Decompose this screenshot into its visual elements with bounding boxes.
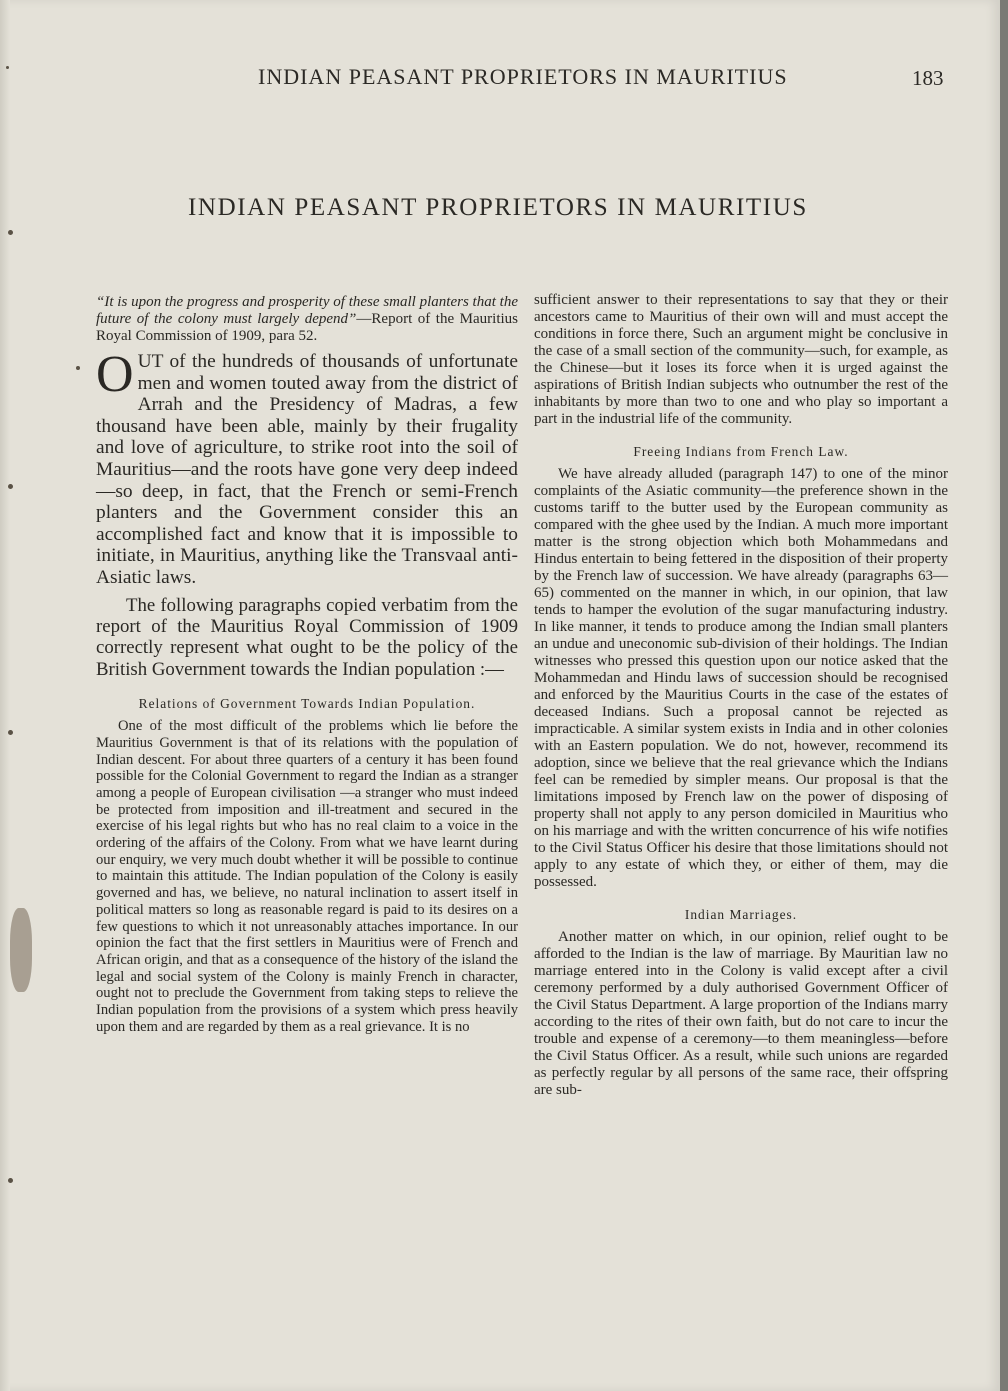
section-heading-marriages: Indian Marriages. bbox=[684, 907, 798, 922]
epigraph-attribution: —Report of the Mauritius Royal Commission of 1909, para 52. bbox=[96, 311, 518, 344]
left-column bbox=[96, 292, 518, 1036]
binding-mark bbox=[8, 230, 13, 235]
section-body-marriages: Another matter on which, in our opinion, relief ought to be afforded to the Indian is the law of marriage. By Mauritian law no marriage entered into in the Colony is valid except after a civil ceremony performed by a duly authorised Government Officer of the Civil Status Department. A large proportion of the Indians marry according to the rites of their own faith, but do not care to incur the trouble and expense of a ceremony—to them meaningless—before the Civil Status Officer. As a result, while such unions are regarded as perfectly regular by all persons of the same race, their offspring are sub- bbox=[534, 929, 948, 1098]
intro-paragraph: The following paragraphs copied verbatim from the report of the Mauritius Royal Commission of 1909 correctly represent what ought to be the policy of the British Government towards the Indian population :— bbox=[96, 594, 518, 680]
article-title: INDIAN PEASANT PROPRIETORS IN MAURITIUS bbox=[188, 194, 808, 221]
lead-paragraph bbox=[96, 346, 518, 589]
drop-cap: O bbox=[96, 346, 134, 403]
epigraph bbox=[96, 294, 518, 345]
page-edge bbox=[1000, 0, 1008, 1391]
right-column bbox=[534, 292, 948, 1099]
section-body-french-law: We have already alluded (paragraph 147) to one of the minor complaints of the Asiatic community—the preference shown in the customs tariff to the butter used by the European community as compared with the ghee used by the Indian. A much more important matter is the strong objection which both Mohammedans and Hindus entertain to being fettered in the disposition of their property by the French law of succession. We have already (paragraphs 63—65) commented on the manner in which, in our opinion, that law tends to hamper the evolution of the sugar manufacturing industry. In like manner, it tends to produce among the Indian small planters an undue and uneconomic sub-division of their holdings. The Indian witnesses who pressed this question upon our notice asked that the Mohammedan and Hindu laws of succession should be recognised and enforced by the Mauritius Courts in the case of the estates of deceased Indians. Such a proposal cannot be rejected as impracticable. A similar system exists in India and in other colonies with an Eastern population. We do not, however, recommend its adoption, since we believe that the real grievance which the Indians feel can be remedied by simpler means. Our proposal is that the limitations imposed by French law on the power of disposing of property shall not apply to any person domiciled in Mauritius who on his marriage and with the written concurrence of his wife notifies to the Civil Status Officer his desire that those limitations should not apply to any estate of which they, or either of them, may die possessed. bbox=[534, 466, 948, 890]
running-head: INDIAN PEASANT PROPRIETORS IN MAURITIUS bbox=[258, 64, 788, 89]
binding-mark bbox=[8, 1178, 13, 1183]
continued-paragraph: sufficient answer to their representations to say that they or their ancestors came to Mauritius of their own will and must accept the conditions in force there, Such an argument might be conclusive in the case of a small section of the community—such, for example, as the Chinese—but it loses its force when it is urged against the aspirations of British Indian subjects who outnumber the rest of the inhabitants by more than two to one and who play so important a part in the industrial life of the community. bbox=[534, 292, 948, 427]
section-heading-relations: Relations of Government Towards Indian Population. bbox=[138, 696, 476, 712]
section-heading-french-law: Freeing Indians from French Law. bbox=[633, 444, 849, 459]
page-number: 183 bbox=[912, 66, 944, 90]
binding-mark bbox=[6, 66, 9, 69]
binding-mark bbox=[8, 730, 13, 735]
lead-text: UT of the hundreds of thousands of unfortunate men and women touted away from the district of Arrah and the Presidency of Madras, a few thousand have been able, mainly by their frugality and love of agriculture, to strike root into the soil of Mauritius—and the roots have gone very deep indeed—so deep, in fact, that the French or semi-French planters and the Government consider this an accomplished fact and know that it is impossible to initiate, in Mauritius, anything like the Transvaal anti-Asiatic laws. bbox=[96, 351, 518, 588]
binding-mark bbox=[76, 366, 80, 370]
stain-mark bbox=[10, 908, 32, 992]
epigraph-quote: “It is upon the progress and prosperity of these small planters that the future of the colony must largely depend” bbox=[96, 294, 518, 327]
binding-mark bbox=[8, 484, 13, 489]
section-body-relations: One of the most difficult of the problems which lie before the Mauritius Government is that of its relations with the population of Indian descent. For about three quarters of a century it has been found possible for the Colonial Government to regard the Indian as a stranger among a people of European civilisation —a stranger who must indeed be protected from imposition and ill-treatment and secured in the exercise of his legal rights but who has no real claim to a voice in the ordering of the affairs of the Colony. From what we have learnt during our enquiry, we very much doubt whether it will be possible to continue to maintain this attitude. The Indian population of the Colony is easily governed and has, we believe, no natural inclination to assert itself in political matters so long as reasonable regard is paid to its desires on a few questions to which it not unreasonably attaches importance. In our opinion the fact that the first settlers in Mauritius were of French and African origin, and that as a consequence of the history of the island the legal and social system of the Colony is mainly French in character, ought not to preclude the Government from taking steps to relieve the Indian population from the provisions of a system which press heavily upon them and are regarded by them as a real grievance. It is no bbox=[96, 718, 518, 1035]
